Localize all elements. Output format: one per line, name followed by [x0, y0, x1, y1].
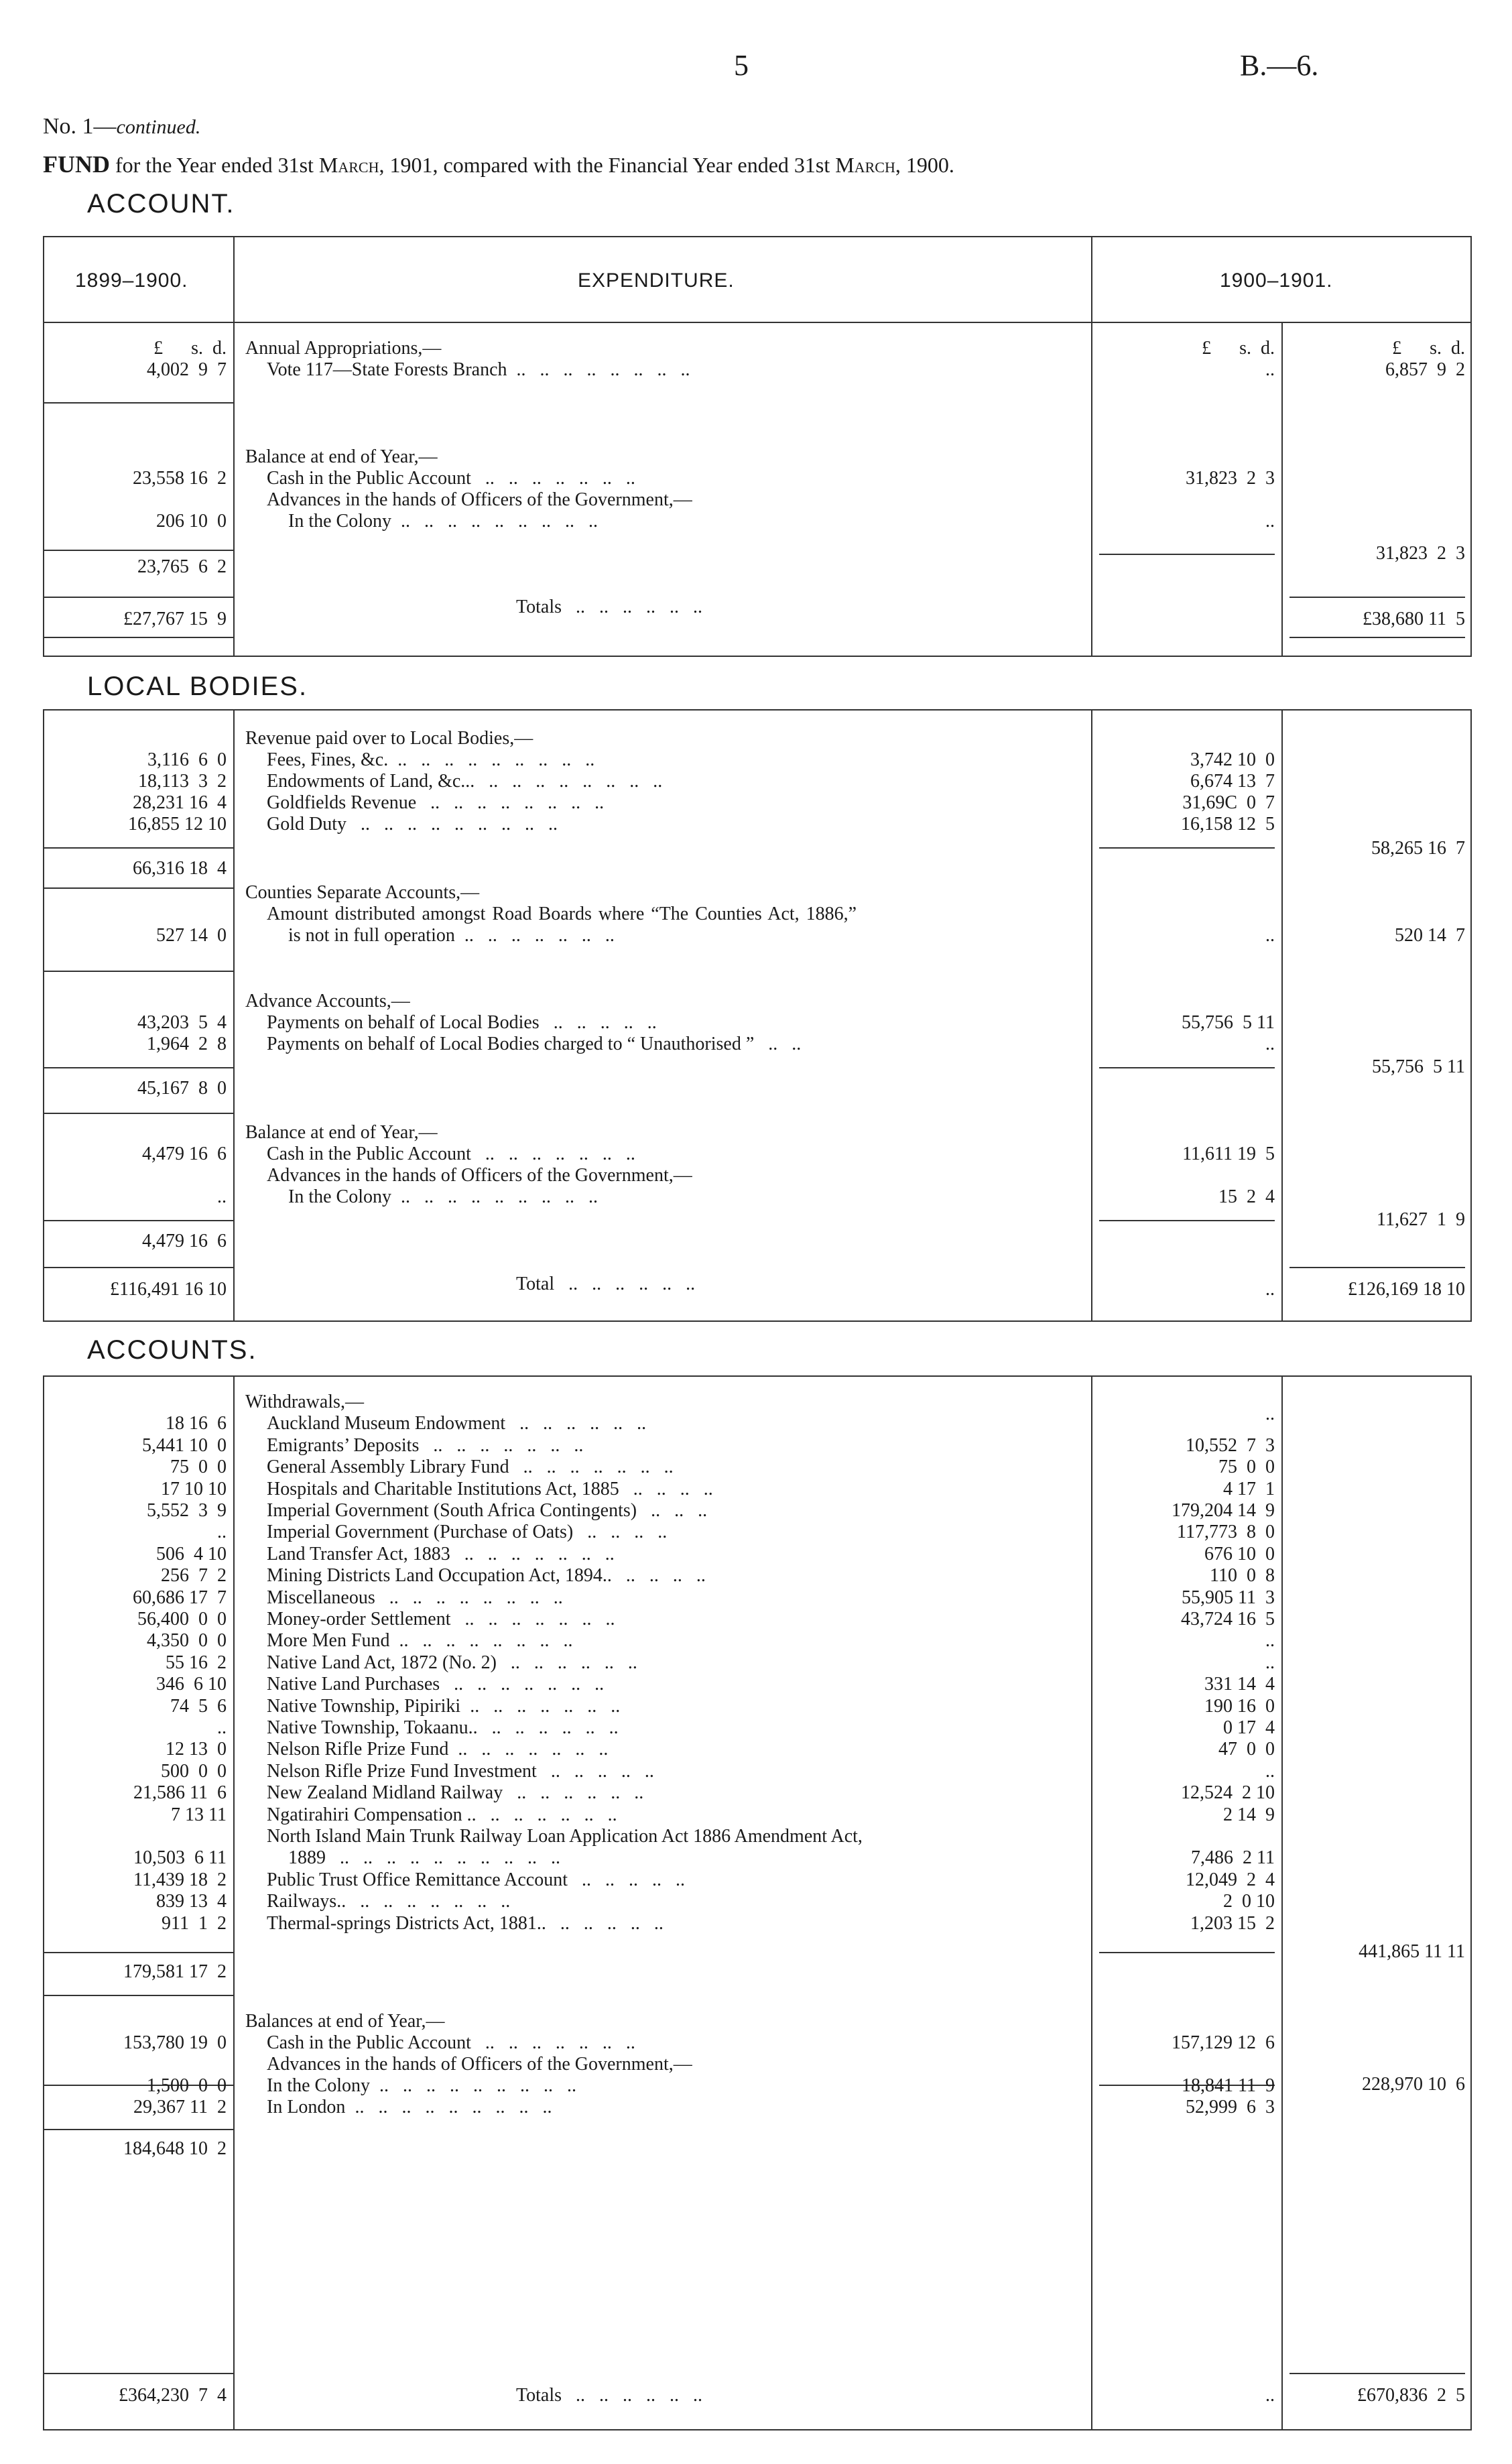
rule [1289, 597, 1465, 598]
rule [1289, 2373, 1465, 2374]
row-label: Emigrants’ Deposits .. .. .. .. .. .. .. [267, 1435, 584, 1456]
row-label: Cash in the Public Account .. .. .. .. .. .. .. [267, 2032, 635, 2053]
prev-amount: 179,581 17 2 [123, 1961, 227, 1982]
row-label: Revenue paid over to Local Bodies,— [245, 728, 533, 749]
fund-word: FUND [43, 151, 110, 178]
row-label: New Zealand Midland Railway .. .. .. .. .. .. [267, 1782, 644, 1803]
detail-amount: 190 16 0 [1204, 1696, 1275, 1717]
prev-amount: 18,113 3 2 [138, 771, 227, 792]
row-label: Cash in the Public Account .. .. .. .. .. .. .. [267, 1144, 635, 1164]
prev-amount: 184,648 10 2 [123, 2138, 227, 2159]
total-amount: 520 14 7 [1395, 925, 1465, 946]
prev-amount: 4,002 9 7 [147, 359, 227, 380]
detail-amount: .. [1265, 1761, 1275, 1782]
row-label: Goldfields Revenue .. .. .. .. .. .. .. .. [267, 792, 605, 813]
prev-amount: 23,765 6 2 [137, 556, 227, 577]
detail-amount: 16,158 12 5 [1181, 814, 1275, 835]
rule [43, 1995, 233, 1996]
row-label: Payments on behalf of Local Bodies .. .. .. .. .. [267, 1012, 657, 1033]
rule [43, 1267, 233, 1268]
row-label: Railways.. .. .. .. .. .. .. .. [267, 1891, 511, 1912]
prev-amount: 12 13 0 [166, 1739, 227, 1760]
row-label: Hospitals and Charitable Institutions Act, 1885 .. .. .. .. [267, 1479, 713, 1499]
detail-amount: 12,049 2 4 [1186, 1869, 1275, 1890]
detail-amount: 31,823 2 3 [1186, 468, 1275, 489]
prev-amount: 839 13 4 [156, 1891, 227, 1912]
prev-amount: .. [217, 1186, 227, 1207]
col-divider [233, 709, 235, 1320]
total-amount: 58,265 16 7 [1371, 838, 1465, 859]
prev-amount: 256 7 2 [161, 1565, 227, 1586]
detail-amount: 7,486 2 11 [1191, 1847, 1275, 1868]
prev-amount: 55 16 2 [166, 1652, 227, 1673]
prev-amount: .. [217, 1522, 227, 1542]
fund-text-a: for the Year ended 31st [109, 153, 319, 177]
page-number: 5 [734, 49, 749, 82]
row-label: Native Land Purchases .. .. .. .. .. .. .. [267, 1674, 605, 1695]
rule [43, 2129, 233, 2130]
row-label: Nelson Rifle Prize Fund .. .. .. .. .. .. .. [267, 1739, 609, 1760]
detail-amount: 55,756 5 11 [1182, 1012, 1275, 1033]
total-amount: 441,865 11 11 [1359, 1941, 1465, 1962]
grand-total: £126,169 18 10 [1348, 1279, 1465, 1300]
row-label: Miscellaneous .. .. .. .. .. .. .. .. [267, 1587, 563, 1608]
detail-amount: .. [1265, 1034, 1275, 1054]
row-label: Advances in the hands of Officers of the Government,— [267, 2054, 692, 2075]
col-divider [1091, 709, 1092, 1320]
prev-amount: 206 10 0 [156, 511, 227, 532]
prev-amount: 5,552 3 9 [147, 1500, 227, 1521]
prev-amount: 23,558 16 2 [133, 468, 227, 489]
prev-amount: 527 14 0 [156, 925, 227, 946]
march-b: March [835, 153, 895, 177]
col-header-curr-year: 1900–1901. [1220, 269, 1333, 292]
detail-amount: 117,773 8 0 [1177, 1522, 1275, 1542]
row-label: Nelson Rifle Prize Fund Investment .. .. .. .. .. [267, 1761, 654, 1782]
rule [43, 971, 233, 972]
prev-amount: 75 0 0 [170, 1457, 227, 1477]
row-label: In the Colony .. .. .. .. .. .. .. .. .. [288, 511, 598, 532]
detail-amount: 75 0 0 [1218, 1457, 1275, 1477]
prev-amount: 506 4 10 [156, 1544, 227, 1564]
detail-amount: 0 17 4 [1223, 1717, 1275, 1738]
prev-amount: 4,479 16 6 [142, 1231, 227, 1251]
row-label: Advance Accounts,— [245, 991, 410, 1011]
continued-label: continued. [116, 116, 201, 138]
row-label: Payments on behalf of Local Bodies charged to “ Unauthorised ” .. .. [267, 1034, 802, 1054]
currency-heading: £ s. d. [1202, 338, 1275, 359]
detail-amount: .. [1265, 511, 1275, 532]
detail-amount: 18,841 11 9 [1182, 2075, 1275, 2096]
rule [1099, 1220, 1275, 1221]
rule [1099, 554, 1275, 555]
row-label: North Island Main Trunk Railway Loan Application Act 1886 Amendment Act, [267, 1826, 863, 1847]
row-label: Native Township, Tokaanu.. .. .. .. .. .. .. [267, 1717, 619, 1738]
total-amount: 228,970 10 6 [1362, 2074, 1465, 2095]
row-label: Balance at end of Year,— [245, 1122, 438, 1143]
prev-amount: 5,441 10 0 [142, 1435, 227, 1456]
row-label: Amount distributed amongst Road Boards where “The Counties Act, 1886,” [267, 904, 857, 924]
prev-amount: 18 16 6 [166, 1413, 227, 1434]
row-label: Mining Districts Land Occupation Act, 1894.. .. .. .. .. [267, 1565, 706, 1586]
row-label: In London .. .. .. .. .. .. .. .. .. [267, 2097, 552, 2117]
rule [1099, 847, 1275, 849]
detail-amount: 55,905 11 3 [1182, 1587, 1275, 1608]
row-label: Balance at end of Year,— [245, 446, 438, 467]
col-divider [1091, 1375, 1092, 2429]
row-label: In the Colony .. .. .. .. .. .. .. .. .. [288, 1186, 598, 1207]
detail-amount: .. [1265, 1630, 1275, 1651]
detail-amount: 157,129 12 6 [1172, 2032, 1275, 2053]
prev-amount: 911 1 2 [162, 1913, 227, 1934]
row-label: 1889 .. .. .. .. .. .. .. .. .. .. [288, 1847, 560, 1868]
fund-heading [43, 150, 954, 178]
detail-amount: 43,724 16 5 [1181, 1609, 1275, 1629]
prev-amount: 43,203 5 4 [137, 1012, 227, 1033]
row-label: Thermal-springs Districts Act, 1881.. .. .. .. .. .. [267, 1913, 664, 1934]
rule [1289, 1267, 1465, 1268]
row-label: More Men Fund .. .. .. .. .. .. .. .. [267, 1630, 573, 1651]
row-label: is not in full operation .. .. .. .. .. .. .. [288, 925, 615, 946]
prev-amount: 29,367 11 2 [133, 2097, 227, 2117]
prev-total: £116,491 16 10 [110, 1279, 227, 1300]
row-label: Imperial Government (Purchase of Oats) .. .. .. .. [267, 1522, 668, 1542]
row-label: Withdrawals,— [245, 1392, 364, 1412]
detail-amount: 179,204 14 9 [1172, 1500, 1275, 1521]
rule [43, 637, 233, 638]
fund-text-c: , 1900. [895, 153, 954, 177]
prev-amount: 28,231 16 4 [133, 792, 227, 813]
row-label: Counties Separate Accounts,— [245, 882, 480, 903]
fund-text-b: , 1901, compared with the Financial Year ended 31st [379, 153, 836, 177]
total-amount: 31,823 2 3 [1376, 543, 1465, 564]
total-amount: 6,857 9 2 [1385, 359, 1465, 380]
rule [1289, 637, 1465, 638]
prev-amount: 153,780 19 0 [123, 2032, 227, 2053]
col-divider [233, 236, 235, 656]
total-amount: 11,627 1 9 [1377, 1209, 1465, 1230]
section-title-accounts: ACCOUNTS. [87, 1335, 257, 1365]
row-label: Advances in the hands of Officers of the Government,— [267, 1165, 692, 1186]
row-label: Balances at end of Year,— [245, 2011, 445, 2032]
no-label: No. 1— [43, 114, 117, 139]
detail-amount: 12,524 2 10 [1181, 1782, 1275, 1803]
rule [43, 887, 233, 889]
prev-amount: 21,586 11 6 [133, 1782, 227, 1803]
rule [43, 1067, 233, 1068]
header-rule [43, 322, 1470, 323]
detail-amount: 3,742 10 0 [1190, 749, 1275, 770]
prev-amount: 4,350 0 0 [147, 1630, 227, 1651]
rule [43, 1220, 233, 1221]
col-divider [1091, 236, 1092, 656]
row-label: In the Colony .. .. .. .. .. .. .. .. .. [267, 2075, 576, 2096]
prev-amount: 500 0 0 [161, 1761, 227, 1782]
prev-amount: 1,500 0 0 [147, 2075, 227, 2096]
grand-total: £38,680 11 5 [1363, 609, 1465, 629]
col-divider [233, 1375, 235, 2429]
row-label: Native Township, Pipiriki .. .. .. .. .. .. .. [267, 1696, 621, 1717]
col-divider [1281, 1375, 1283, 2429]
detail-amount: .. [1265, 1404, 1275, 1424]
currency-heading: £ s. d. [153, 338, 227, 359]
detail-amount: 11,611 19 5 [1182, 1144, 1275, 1164]
col-header-prev-year: 1899–1900. [75, 269, 188, 292]
detail-amount: 10,552 7 3 [1186, 1435, 1275, 1456]
rule [1099, 1952, 1275, 1953]
rule [43, 1952, 233, 1953]
grand-total: £670,836 2 5 [1357, 2385, 1465, 2406]
detail-amount: .. [1265, 1652, 1275, 1673]
rule [43, 402, 233, 404]
row-label-totals: Totals .. .. .. .. .. .. [516, 597, 703, 617]
row-label: Imperial Government (South Africa Contingents) .. .. .. [267, 1500, 708, 1521]
prev-total: £27,767 15 9 [123, 609, 227, 629]
rule [43, 847, 233, 849]
prev-total: £364,230 7 4 [119, 2385, 227, 2406]
prev-amount: 66,316 18 4 [133, 858, 227, 879]
detail-amount: 331 14 4 [1204, 1674, 1275, 1695]
rule [43, 1113, 233, 1114]
row-label: Endowments of Land, &c... .. .. .. .. .. .. .. .. [267, 771, 663, 792]
detail-amount: 2 14 9 [1223, 1804, 1275, 1825]
table-number [43, 114, 200, 139]
prev-amount: 60,686 17 7 [133, 1587, 227, 1608]
rule [43, 597, 233, 598]
detail-amount: 47 0 0 [1218, 1739, 1275, 1760]
row-label: Land Transfer Act, 1883 .. .. .. .. .. .. .. [267, 1544, 615, 1564]
prev-amount: 11,439 18 2 [133, 1869, 227, 1890]
section-title-account: ACCOUNT. [87, 189, 235, 219]
row-label: Native Land Act, 1872 (No. 2) .. .. .. .. .. .. [267, 1652, 637, 1673]
detail-amount: .. [1265, 359, 1275, 380]
detail-amount: 6,674 13 7 [1190, 771, 1275, 792]
rule [1099, 1067, 1275, 1068]
prev-amount: 17 10 10 [161, 1479, 227, 1499]
total-amount: 55,756 5 11 [1372, 1056, 1465, 1077]
row-label: Ngatirahiri Compensation .. .. .. .. .. .. .. [267, 1804, 617, 1825]
col-divider [1281, 709, 1283, 1320]
detail-amount: 1,203 15 2 [1190, 1913, 1275, 1934]
prev-amount: 3,116 6 0 [147, 749, 227, 770]
col-header-expenditure: EXPENDITURE. [578, 269, 735, 292]
prev-amount: 4,479 16 6 [142, 1144, 227, 1164]
detail-amount: 15 2 4 [1218, 1186, 1275, 1207]
prev-amount: 7 13 11 [171, 1804, 227, 1825]
row-label: Gold Duty .. .. .. .. .. .. .. .. .. [267, 814, 558, 835]
detail-amount: 110 0 8 [1210, 1565, 1275, 1586]
detail-amount: 676 10 0 [1204, 1544, 1275, 1564]
detail-amount: 52,999 6 3 [1186, 2097, 1275, 2117]
row-label: Public Trust Office Remittance Account .. .. .. .. .. [267, 1869, 685, 1890]
row-label: Fees, Fines, &c. .. .. .. .. .. .. .. .. .. [267, 749, 595, 770]
row-label-totals: Totals .. .. .. .. .. .. [516, 2385, 703, 2406]
prev-amount: 1,964 2 8 [147, 1034, 227, 1054]
section-title-local-bodies: LOCAL BODIES. [87, 672, 308, 701]
prev-amount: 10,503 6 11 [133, 1847, 227, 1868]
march-a: March [318, 153, 379, 177]
currency-heading: £ s. d. [1392, 338, 1465, 359]
row-label: General Assembly Library Fund .. .. .. .. .. .. .. [267, 1457, 674, 1477]
prev-amount: .. [217, 1717, 227, 1738]
detail-amount: .. [1265, 925, 1275, 946]
row-label: Auckland Museum Endowment .. .. .. .. .. .. [267, 1413, 647, 1434]
col-divider [1281, 322, 1283, 656]
detail-amount: 4 17 1 [1223, 1479, 1275, 1499]
detail-amount: 31,69C 0 7 [1182, 792, 1275, 813]
rule [43, 2373, 233, 2374]
detail-amount: 2 0 10 [1223, 1891, 1275, 1912]
detail-amount: .. [1265, 1279, 1275, 1300]
prev-amount: 45,167 8 0 [137, 1078, 227, 1099]
detail-amount: .. [1265, 2385, 1275, 2406]
prev-amount: 74 5 6 [170, 1696, 227, 1717]
row-label: Advances in the hands of Officers of the Government,— [267, 489, 692, 510]
row-label-total: Total .. .. .. .. .. .. [516, 1274, 696, 1294]
row-label: Vote 117—State Forests Branch .. .. .. .. .. .. .. .. [267, 359, 690, 380]
prev-amount: 16,855 12 10 [128, 814, 227, 835]
rule [43, 550, 233, 551]
row-label: Cash in the Public Account .. .. .. .. .. .. .. [267, 468, 635, 489]
document-code: B.—6. [1240, 49, 1319, 82]
row-label: Money-order Settlement .. .. .. .. .. .. .. [267, 1609, 615, 1629]
prev-amount: 56,400 0 0 [137, 1609, 227, 1629]
prev-amount: 346 6 10 [156, 1674, 227, 1695]
row-label: Annual Appropriations,— [245, 338, 442, 359]
